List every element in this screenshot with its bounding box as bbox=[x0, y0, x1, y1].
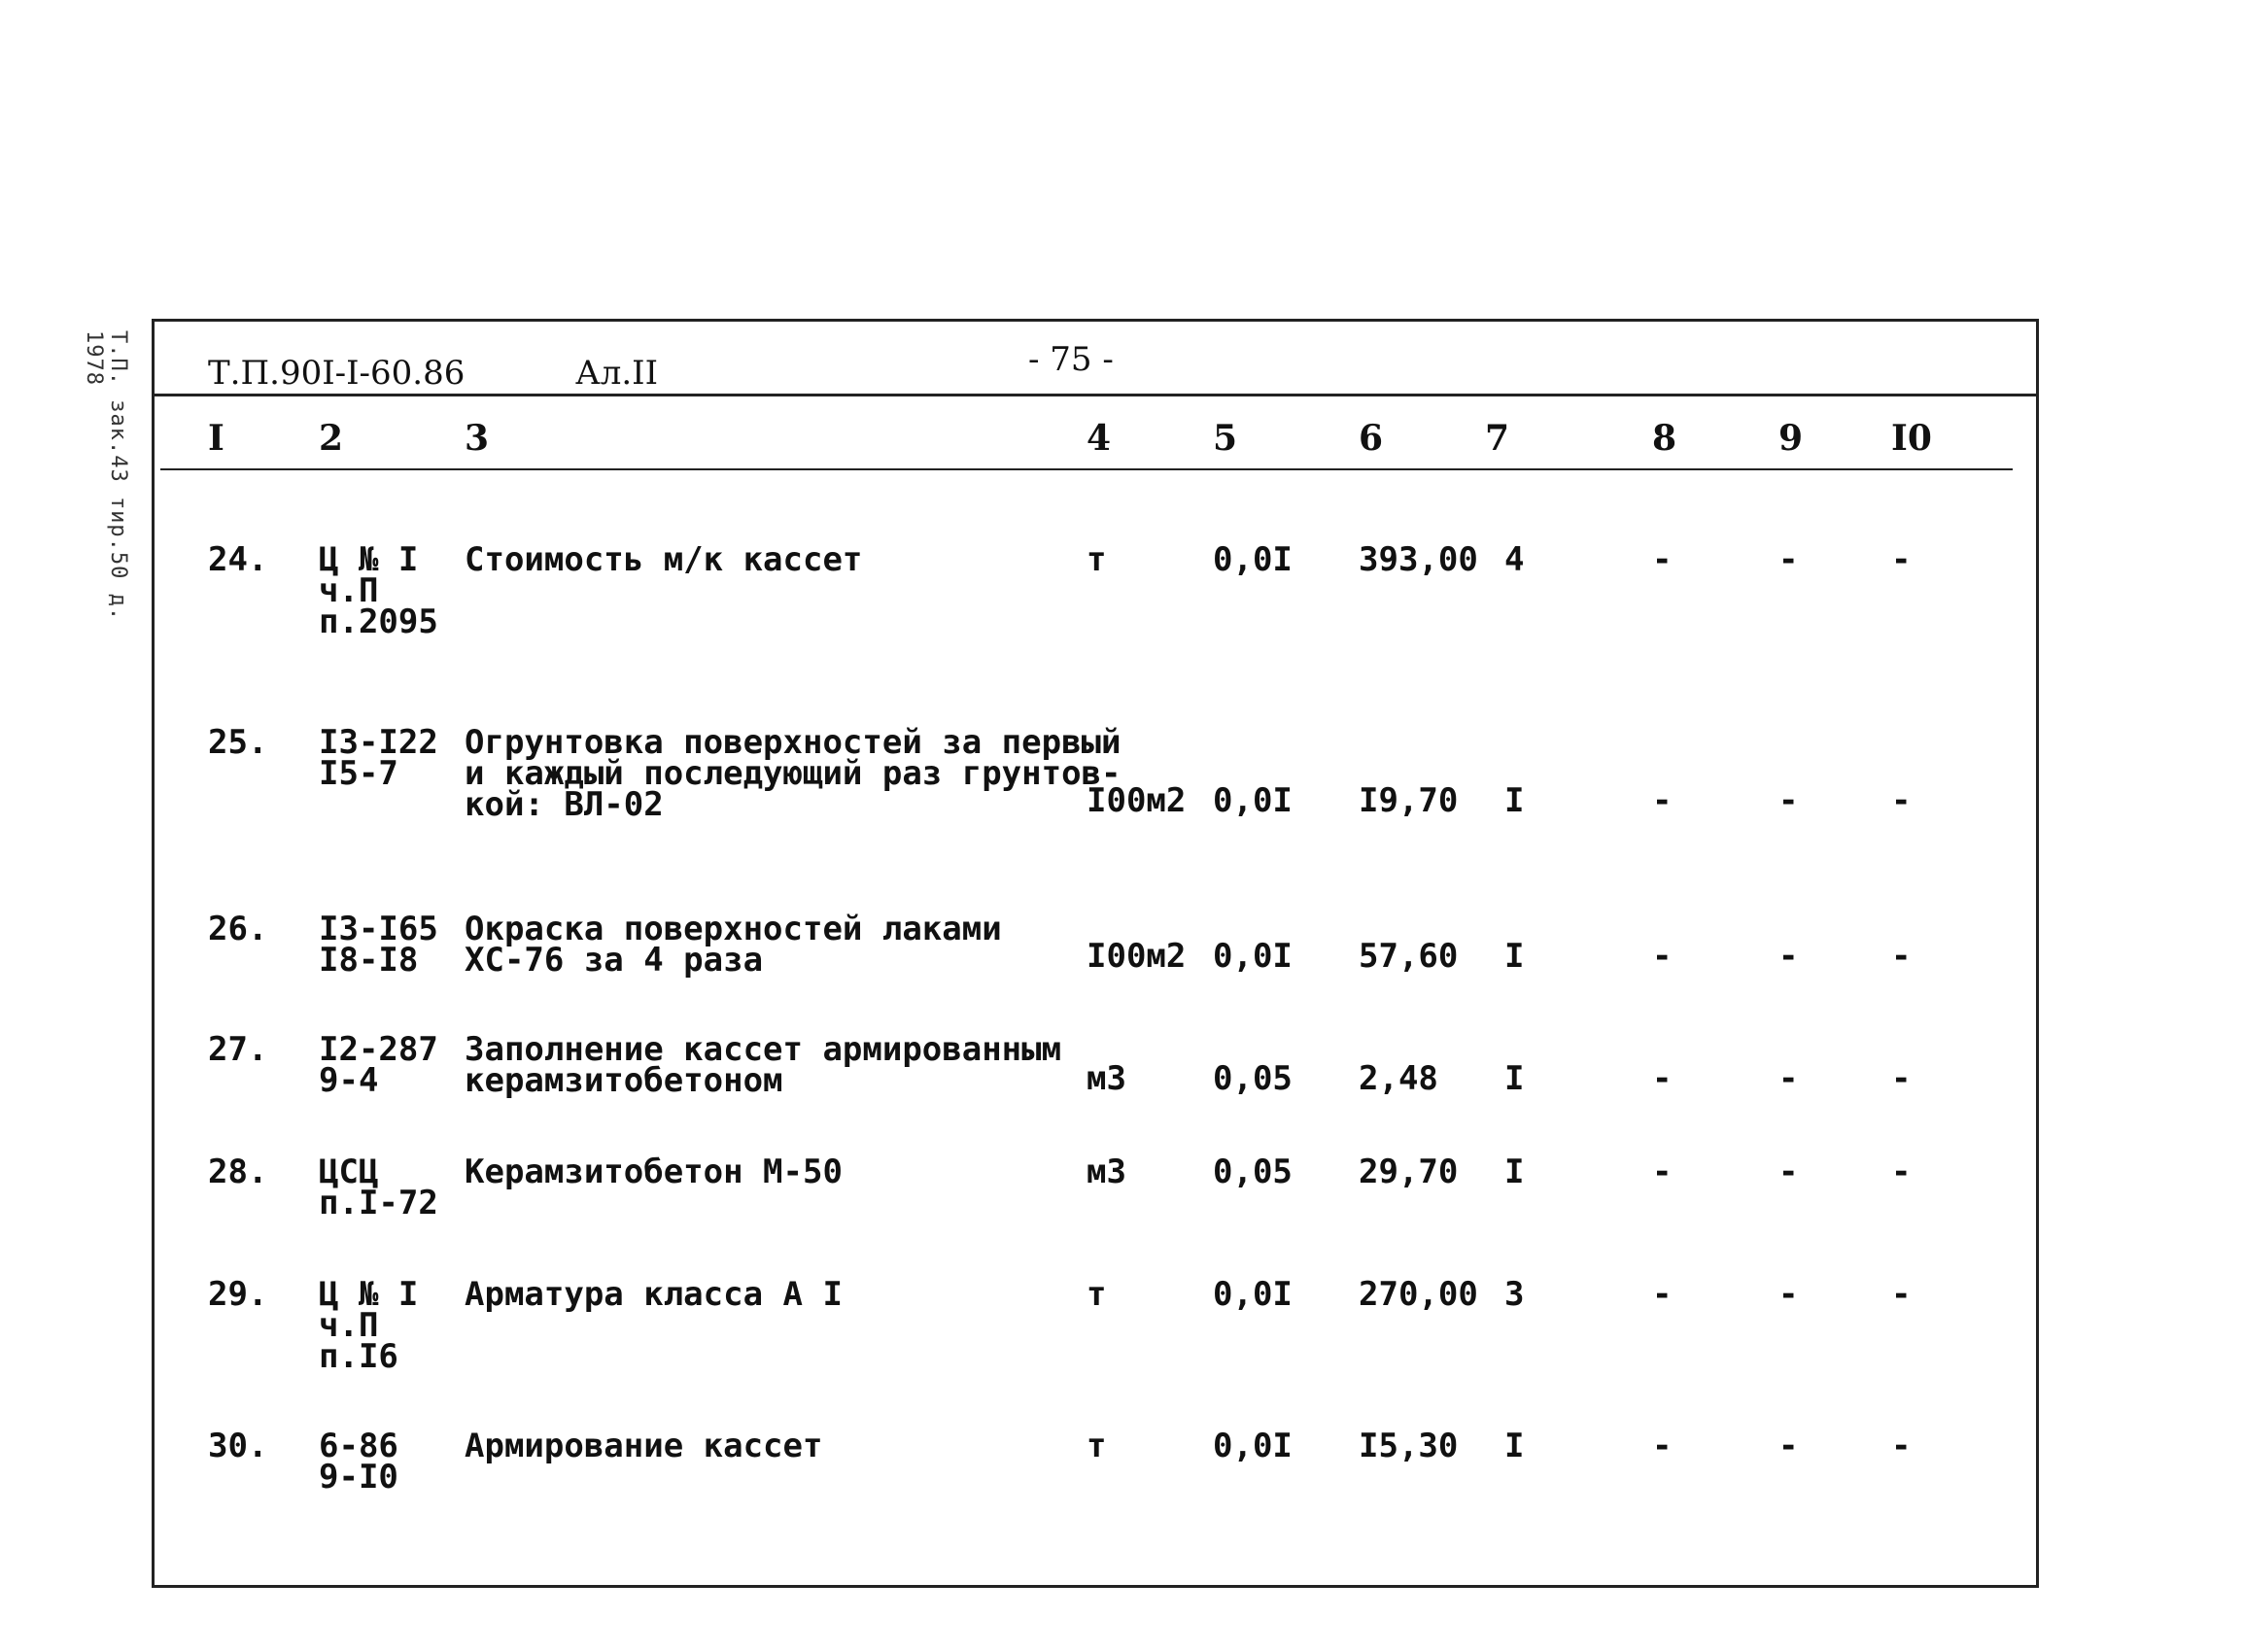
row-description: Окраска поверхностей лаками ХС-76 за 4 раза bbox=[465, 910, 1002, 980]
row-description: Огрунтовка поверхностей за первый и каждый последующий раз грунтов- кой: ВЛ-02 bbox=[465, 723, 1122, 824]
column-header-6: 6 bbox=[1359, 418, 1384, 459]
row-col7: I bbox=[1504, 1059, 1525, 1098]
column-header-8: 8 bbox=[1652, 418, 1677, 459]
column-header-divider bbox=[160, 468, 2013, 470]
column-header-2: 2 bbox=[319, 418, 344, 459]
row-code: Ц № I ч.П п.2095 bbox=[319, 540, 438, 641]
row-col9: - bbox=[1778, 1153, 1799, 1191]
row-col10: - bbox=[1891, 1275, 1912, 1314]
row-col7: I bbox=[1504, 781, 1525, 820]
row-number: 26. bbox=[208, 910, 268, 948]
row-quantity: 0,05 bbox=[1213, 1059, 1293, 1098]
row-code: Ц № I ч.П п.I6 bbox=[319, 1275, 419, 1376]
row-price: 393,00 bbox=[1359, 540, 1478, 579]
row-col9: - bbox=[1778, 781, 1799, 820]
row-quantity: 0,0I bbox=[1213, 937, 1293, 976]
row-col8: - bbox=[1652, 937, 1673, 976]
row-description: Заполнение кассет армированным керамзитобетоном bbox=[465, 1030, 1062, 1100]
row-code: 6-86 9-I0 bbox=[319, 1427, 398, 1497]
row-code: ЦСЦ п.I-72 bbox=[319, 1153, 438, 1222]
row-unit: т bbox=[1087, 540, 1107, 579]
column-header-7: 7 bbox=[1485, 418, 1510, 459]
row-unit: т bbox=[1087, 1427, 1107, 1465]
row-price: I9,70 bbox=[1359, 781, 1459, 820]
album-label: Ал.II bbox=[575, 354, 659, 393]
row-price: 57,60 bbox=[1359, 937, 1459, 976]
row-code: I3-I22 I5-7 bbox=[319, 723, 438, 793]
row-quantity: 0,0I bbox=[1213, 1275, 1293, 1314]
row-price: I5,30 bbox=[1359, 1427, 1459, 1465]
column-header-10: I0 bbox=[1891, 418, 1932, 459]
row-quantity: 0,0I bbox=[1213, 1427, 1293, 1465]
row-col8: - bbox=[1652, 540, 1673, 579]
row-description: Армирование кассет bbox=[465, 1427, 823, 1465]
row-unit: I00м2 bbox=[1087, 937, 1187, 976]
row-col8: - bbox=[1652, 1275, 1673, 1314]
row-col7: 4 bbox=[1504, 540, 1525, 579]
row-col9: - bbox=[1778, 1275, 1799, 1314]
column-header-3: 3 bbox=[465, 418, 490, 459]
row-description: Керамзитобетон М-50 bbox=[465, 1153, 843, 1191]
row-col7: 3 bbox=[1504, 1275, 1525, 1314]
row-description: Арматура класса А I bbox=[465, 1275, 843, 1314]
row-price: 2,48 bbox=[1359, 1059, 1438, 1098]
row-col10: - bbox=[1891, 1059, 1912, 1098]
row-unit: м3 bbox=[1087, 1153, 1126, 1191]
row-col8: - bbox=[1652, 1059, 1673, 1098]
row-col8: - bbox=[1652, 1427, 1673, 1465]
row-col9: - bbox=[1778, 937, 1799, 976]
row-description: Стоимость м/к кассет bbox=[465, 540, 863, 579]
row-quantity: 0,0I bbox=[1213, 540, 1293, 579]
row-quantity: 0,0I bbox=[1213, 781, 1293, 820]
row-col10: - bbox=[1891, 1427, 1912, 1465]
document-code: Т.П.90I-I-60.86 bbox=[208, 354, 466, 393]
row-unit: т bbox=[1087, 1275, 1107, 1314]
row-col7: I bbox=[1504, 1427, 1525, 1465]
row-number: 28. bbox=[208, 1153, 268, 1191]
column-header-1: I bbox=[208, 418, 224, 459]
page-number: - 75 - bbox=[1028, 340, 1114, 379]
row-col9: - bbox=[1778, 540, 1799, 579]
row-number: 25. bbox=[208, 723, 268, 762]
column-header-9: 9 bbox=[1778, 418, 1804, 459]
row-col10: - bbox=[1891, 781, 1912, 820]
row-unit: м3 bbox=[1087, 1059, 1126, 1098]
row-col10: - bbox=[1891, 1153, 1912, 1191]
row-number: 29. bbox=[208, 1275, 268, 1314]
row-col8: - bbox=[1652, 781, 1673, 820]
row-code: I2-287 9-4 bbox=[319, 1030, 438, 1100]
column-header-5: 5 bbox=[1213, 418, 1238, 459]
row-quantity: 0,05 bbox=[1213, 1153, 1293, 1191]
row-price: 29,70 bbox=[1359, 1153, 1459, 1191]
row-col10: - bbox=[1891, 937, 1912, 976]
row-col9: - bbox=[1778, 1059, 1799, 1098]
row-number: 30. bbox=[208, 1427, 268, 1465]
row-col10: - bbox=[1891, 540, 1912, 579]
column-header-4: 4 bbox=[1087, 418, 1112, 459]
row-unit: I00м2 bbox=[1087, 781, 1187, 820]
row-number: 27. bbox=[208, 1030, 268, 1069]
row-price: 270,00 bbox=[1359, 1275, 1478, 1314]
header-divider bbox=[152, 394, 2039, 396]
row-number: 24. bbox=[208, 540, 268, 579]
row-code: I3-I65 I8-I8 bbox=[319, 910, 438, 980]
row-col8: - bbox=[1652, 1153, 1673, 1191]
row-col7: I bbox=[1504, 937, 1525, 976]
row-col9: - bbox=[1778, 1427, 1799, 1465]
side-archive-note: Т.П. зак.43 тир.50 д. 1978 bbox=[82, 330, 130, 622]
row-col7: I bbox=[1504, 1153, 1525, 1191]
